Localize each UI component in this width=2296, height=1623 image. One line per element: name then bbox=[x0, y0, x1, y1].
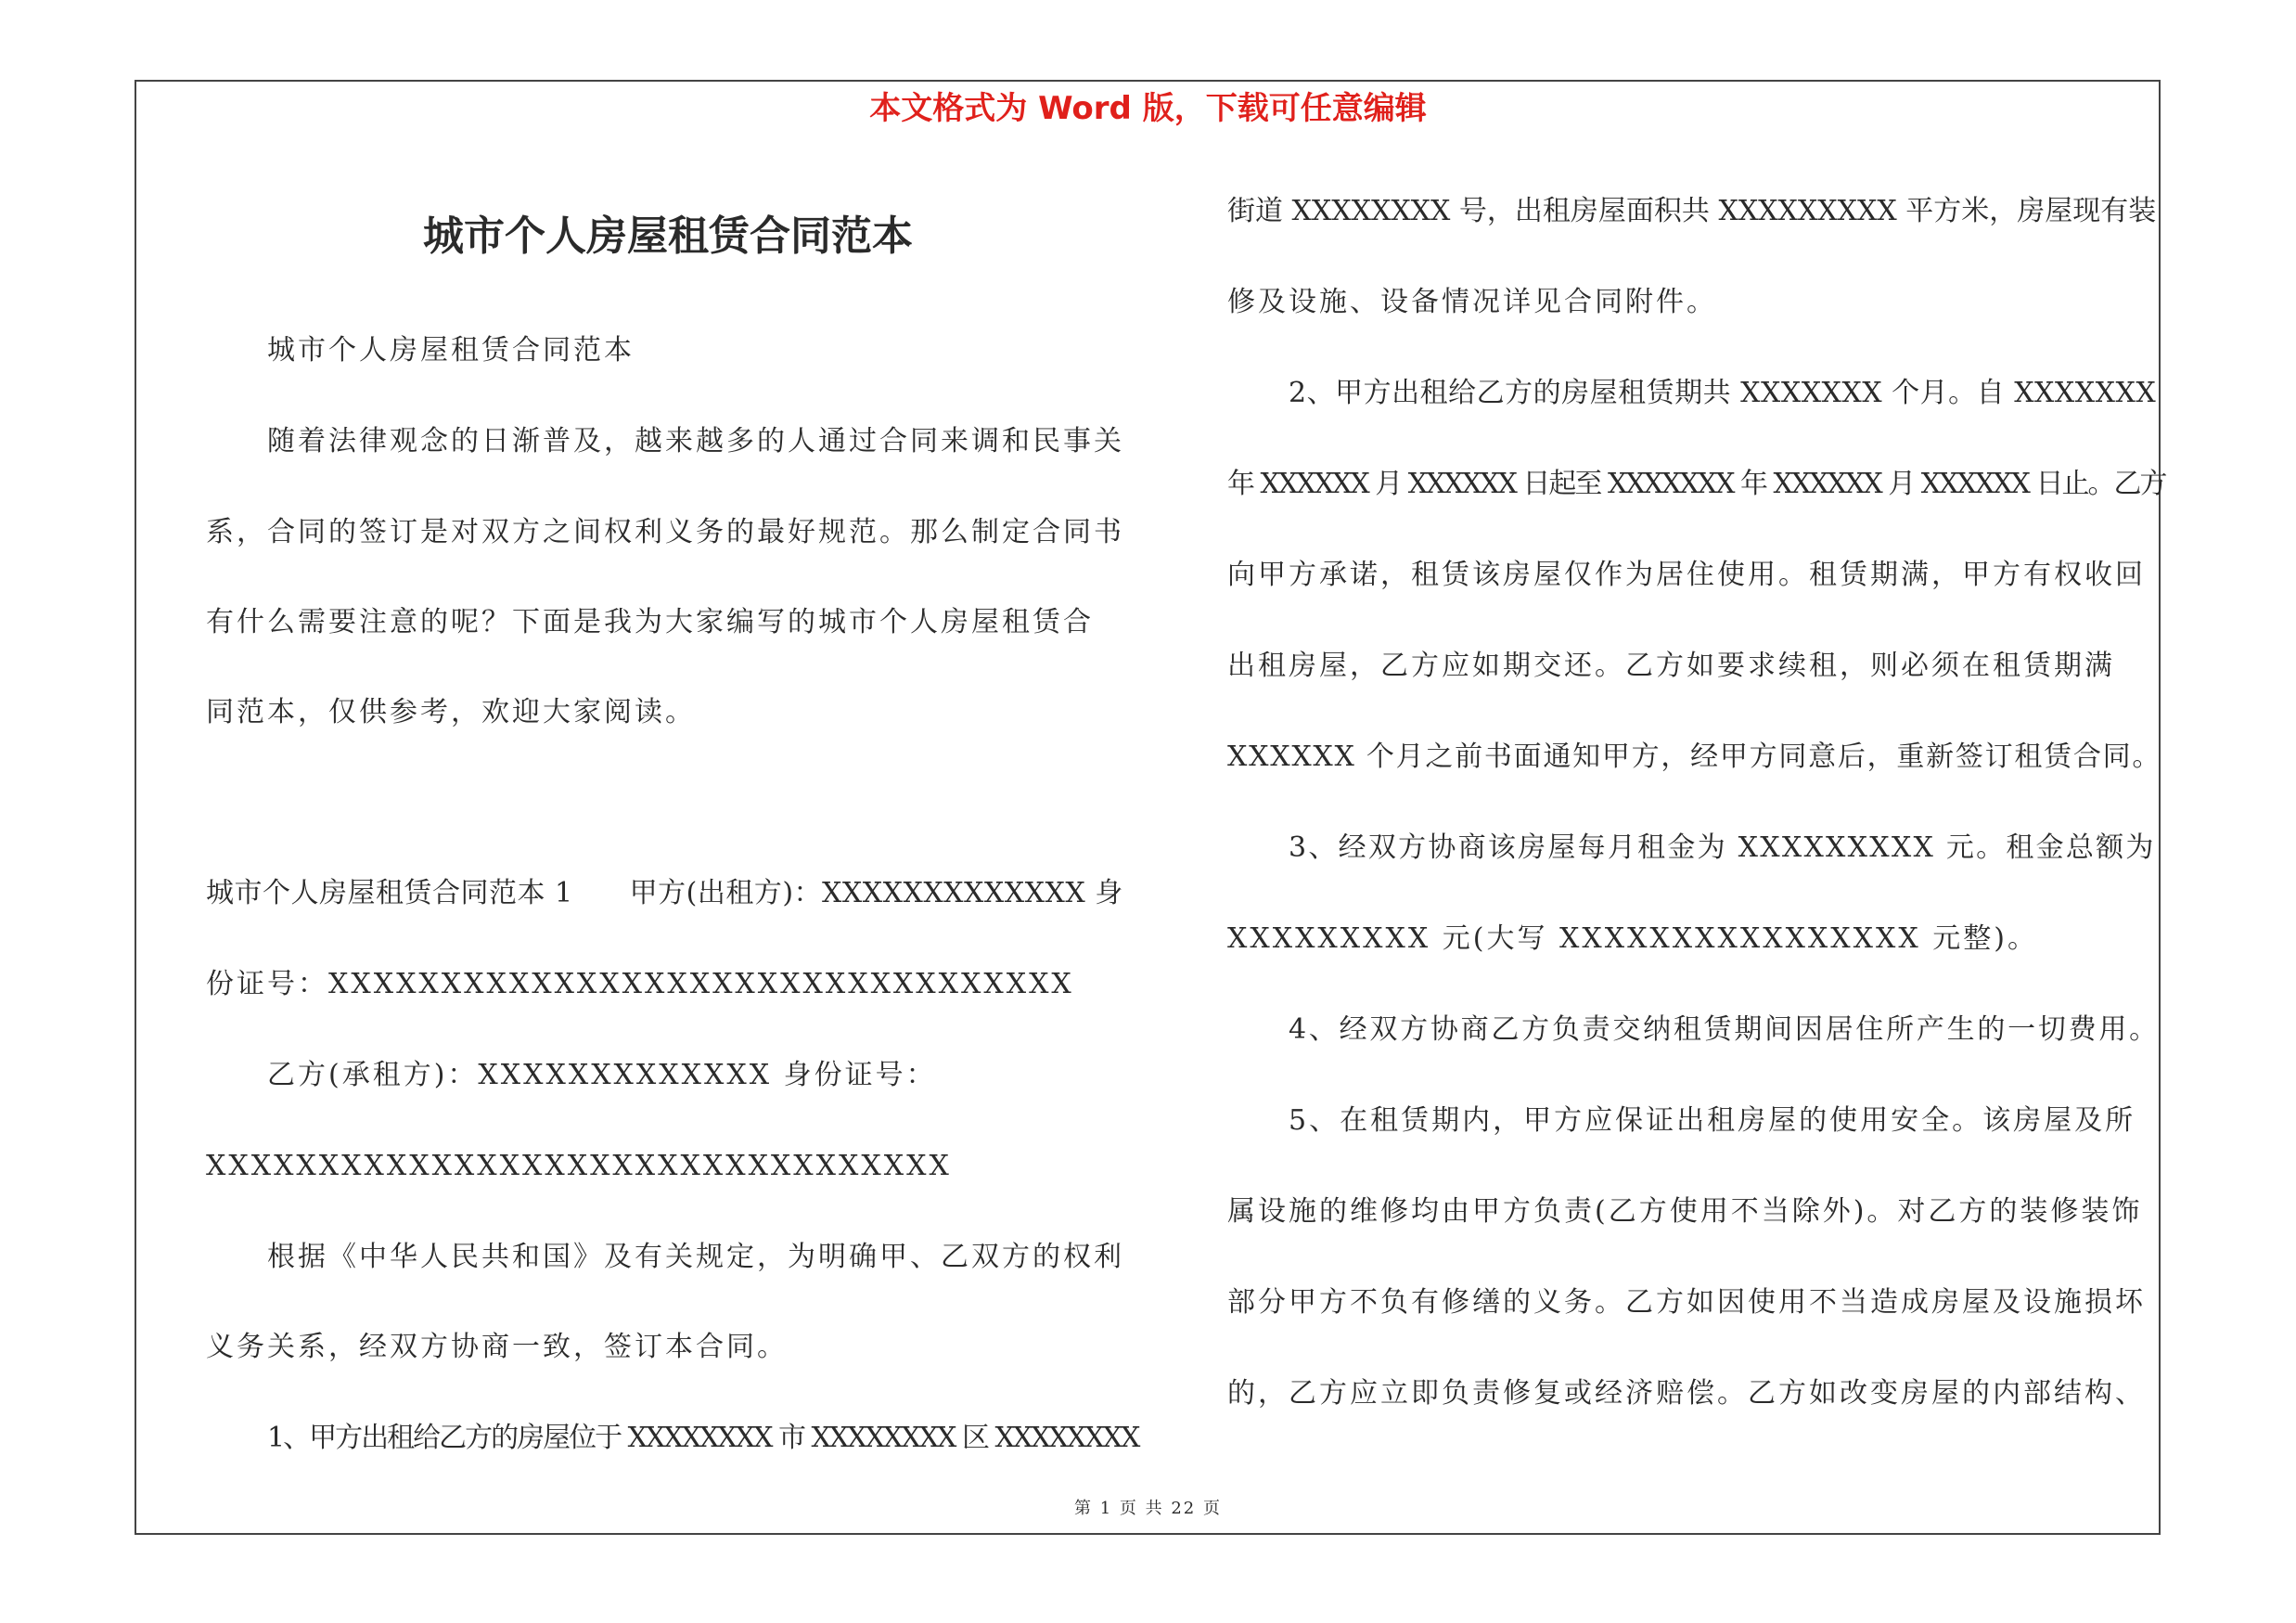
right-line: XXXXXX 个月之前书面通知甲方，经甲方同意后，重新签订租赁合同。 bbox=[1227, 741, 2162, 773]
right-line: 向甲方承诺，租赁该房屋仅作为居住使用。租赁期满，甲方有权收回 bbox=[1227, 559, 2146, 591]
right-line: 部分甲方不负有修缮的义务。乙方如因使用不当造成房屋及设施损坏 bbox=[1227, 1286, 2146, 1319]
left-line: 城市个人房屋租赁合同范本 1 甲方(出租方)：XXXXXXXXXXXXX 身 bbox=[206, 877, 1123, 909]
right-line: 修及设施、设备情况详见合同附件。 bbox=[1227, 286, 1717, 318]
left-line: 乙方(承租方)：XXXXXXXXXXXXX 身份证号： bbox=[267, 1059, 937, 1091]
right-line: 3、经双方协商该房屋每月租金为 XXXXXXXXX 元。租金总额为 bbox=[1289, 831, 2156, 864]
right-line: XXXXXXXXX 元(大写 XXXXXXXXXXXXXXXX 元整)。 bbox=[1227, 922, 2038, 955]
right-line: 出租房屋，乙方应如期交还。乙方如要求续租，则必须在租赁期满 bbox=[1227, 650, 2115, 682]
right-line: 属设施的维修均由甲方负责(乙方使用不当除外)。对乙方的装修装饰 bbox=[1227, 1195, 2143, 1228]
left-line: 城市个人房屋租赁合同范本 bbox=[267, 334, 635, 367]
right-line: 街道 XXXXXXXX 号，出租房屋面积共 XXXXXXXXX 平方米，房屋现有装 bbox=[1227, 195, 2157, 227]
left-line: 有什么需要注意的呢？下面是我为大家编写的城市个人房屋租赁合 bbox=[206, 606, 1094, 638]
left-line: 1、甲方出租给乙方的房屋位于 XXXXXXXX 市 XXXXXXXX 区 XXXXXXXX bbox=[267, 1422, 1139, 1454]
right-line: 年 XXXXXX 月 XXXXXX 日起至 XXXXXXX 年 XXXXXX 月 XXXXXX 日止。乙方 bbox=[1227, 468, 2166, 500]
right-line: 5、在租赁期内，甲方应保证出租房屋的使用安全。该房屋及所 bbox=[1289, 1104, 2136, 1137]
left-line: 系，合同的签订是对双方之间权利义务的最好规范。那么制定合同书 bbox=[206, 516, 1124, 548]
left-line: 同范本，仅供参考，欢迎大家阅读。 bbox=[206, 696, 696, 728]
right-line: 的，乙方应立即负责修复或经济赔偿。乙方如改变房屋的内部结构、 bbox=[1227, 1377, 2146, 1410]
left-line: XXXXXXXXXXXXXXXXXXXXXXXXXXXXXXXXX bbox=[206, 1150, 952, 1182]
page-number: 第 1 页 共 22 页 bbox=[1074, 1499, 1222, 1518]
left-line: 份证号：XXXXXXXXXXXXXXXXXXXXXXXXXXXXXXXXX bbox=[206, 968, 1074, 1000]
right-line: 2、甲方出租给乙方的房屋租赁期共 XXXXXXX 个月。自 XXXXXXX bbox=[1289, 377, 2157, 409]
format-banner: 本文格式为 Word 版，下载可任意编辑 bbox=[869, 90, 1427, 127]
left-line: 根据《中华人民共和国》及有关规定，为明确甲、乙双方的权利 bbox=[267, 1241, 1124, 1273]
right-line: 4、经双方协商乙方负责交纳租赁期间因居住所产生的一切费用。 bbox=[1289, 1013, 2160, 1046]
document-title: 城市个人房屋租赁合同范本 bbox=[423, 213, 913, 260]
left-line: 义务关系，经双方协商一致，签订本合同。 bbox=[206, 1331, 788, 1363]
left-line: 随着法律观念的日渐普及，越来越多的人通过合同来调和民事关 bbox=[267, 425, 1124, 457]
